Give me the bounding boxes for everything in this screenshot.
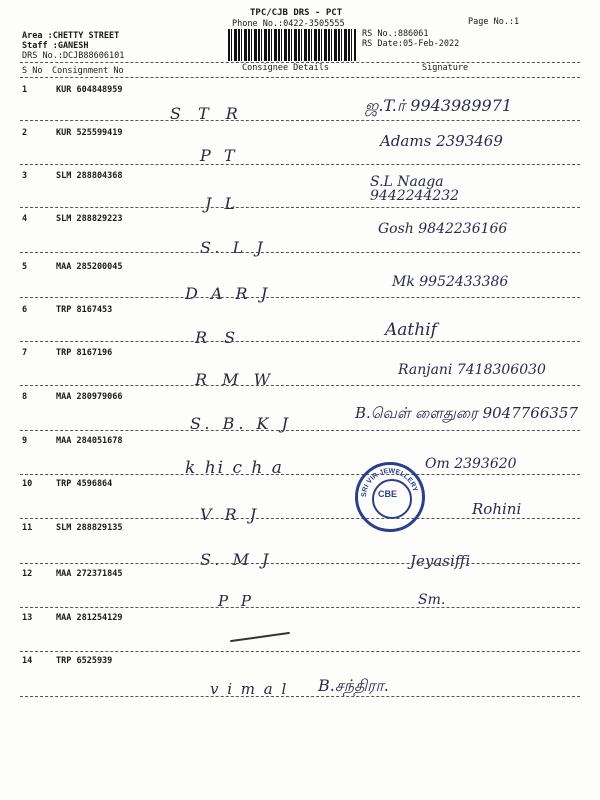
consignee-name: P P <box>218 592 255 610</box>
signature: Rohini <box>472 500 522 518</box>
stamp-text: SRI VIR JEWELLERY <box>360 467 419 498</box>
signature: Mk 9952433386 <box>392 274 509 290</box>
strike-mark <box>230 632 290 642</box>
signature: Jeyasiffi <box>410 552 471 570</box>
row-divider <box>20 607 580 608</box>
signature: S.L Naaga 9442244232 <box>370 174 460 204</box>
consignment-no: SLM 288804368 <box>56 171 123 181</box>
row-divider <box>20 252 580 253</box>
consignee-name: P T <box>200 146 239 165</box>
signature: Aathif <box>385 320 437 340</box>
consignee-name: S. M J <box>200 550 273 569</box>
consignee-name: D A R J <box>185 284 272 303</box>
consignment-no: SLM 288829135 <box>56 523 123 533</box>
consignment-no: KUR 604848959 <box>56 85 123 95</box>
company-stamp <box>355 462 425 532</box>
row-divider <box>20 297 580 298</box>
consignee-name: R S <box>195 328 242 347</box>
signature: Sm. <box>418 592 446 608</box>
rs-date: RS Date:05-Feb-2022 <box>362 39 460 49</box>
row-sno: 4 <box>22 214 28 224</box>
consignee-name: R M W <box>195 370 276 389</box>
consignment-no: MAA 284051678 <box>56 436 123 446</box>
consignment-no: TRP 8167453 <box>56 305 113 315</box>
consignee-name: J L <box>205 194 240 213</box>
col-consignment: Consignment No <box>52 66 124 76</box>
row-sno: 1 <box>22 85 28 95</box>
consignment-no: TRP 6525939 <box>56 656 113 666</box>
signature: Adams 2393469 <box>380 132 503 150</box>
row-divider <box>20 518 580 519</box>
row-divider <box>20 341 580 342</box>
staff-label: Staff :GANESH <box>22 41 89 51</box>
header-divider-2 <box>20 77 580 78</box>
consignment-no: MAA 272371845 <box>56 569 123 579</box>
row-sno: 6 <box>22 305 28 315</box>
col-sno: S No <box>22 66 43 76</box>
consignment-no: TRP 4596864 <box>56 479 113 489</box>
row-divider <box>20 385 580 386</box>
consignment-no: TRP 8167196 <box>56 348 113 358</box>
consignment-no: MAA 280979066 <box>56 392 123 402</box>
stamp-center-text: CBE <box>378 489 398 499</box>
row-divider <box>20 651 580 652</box>
consignment-no: KUR 525599419 <box>56 128 123 138</box>
drs-number: DRS No.:DCJB88606101 <box>22 51 125 61</box>
row-divider <box>20 207 580 208</box>
row-divider <box>20 696 580 697</box>
signature: B.சந்திரா. <box>318 676 389 695</box>
consignee-name: v i m a l <box>210 680 289 698</box>
row-sno: 13 <box>22 613 33 623</box>
consignee-name: k hi c h a <box>185 458 284 478</box>
row-sno: 7 <box>22 348 28 358</box>
row-divider <box>20 474 580 475</box>
row-divider <box>20 430 580 431</box>
rs-number: RS No.:886061 <box>362 29 429 39</box>
signature: ஜ.T.ர் 9943989971 <box>365 96 513 115</box>
consignee-name: S. L J <box>200 238 267 257</box>
consignee-name: V R J <box>200 505 261 524</box>
row-sno: 3 <box>22 171 28 181</box>
row-divider <box>20 120 580 121</box>
area-label: Area :CHETTY STREET <box>22 31 120 41</box>
phone-number: Phone No.:0422-3505555 <box>232 19 345 29</box>
row-sno: 8 <box>22 392 28 402</box>
row-sno: 9 <box>22 436 28 446</box>
row-sno: 14 <box>22 656 33 666</box>
consignee-name: S. B. K J <box>190 414 292 433</box>
col-consignee: Consignee Details <box>242 63 329 73</box>
page-number: Page No.:1 <box>468 17 520 27</box>
signature: Om 2393620 <box>425 456 517 472</box>
barcode <box>228 29 356 61</box>
row-sno: 11 <box>22 523 33 533</box>
signature: B.வெள் ளைதுரை 9047766357 <box>355 404 579 422</box>
stamp-inner-ring <box>372 479 412 519</box>
consignment-no: MAA 281254129 <box>56 613 123 623</box>
row-sno: 5 <box>22 262 28 272</box>
row-divider <box>20 563 580 564</box>
col-signature: Signature <box>422 63 469 73</box>
doc-title: TPC/CJB DRS - PCT <box>250 8 343 18</box>
row-sno: 10 <box>22 479 33 489</box>
row-sno: 2 <box>22 128 28 138</box>
consignment-no: SLM 288829223 <box>56 214 123 224</box>
row-divider <box>20 164 580 165</box>
row-sno: 12 <box>22 569 33 579</box>
signature: Ranjani 7418306030 <box>398 362 546 378</box>
consignment-no: MAA 285200045 <box>56 262 123 272</box>
consignee-name: S T R <box>170 104 244 123</box>
signature: Gosh 9842236166 <box>378 221 508 237</box>
